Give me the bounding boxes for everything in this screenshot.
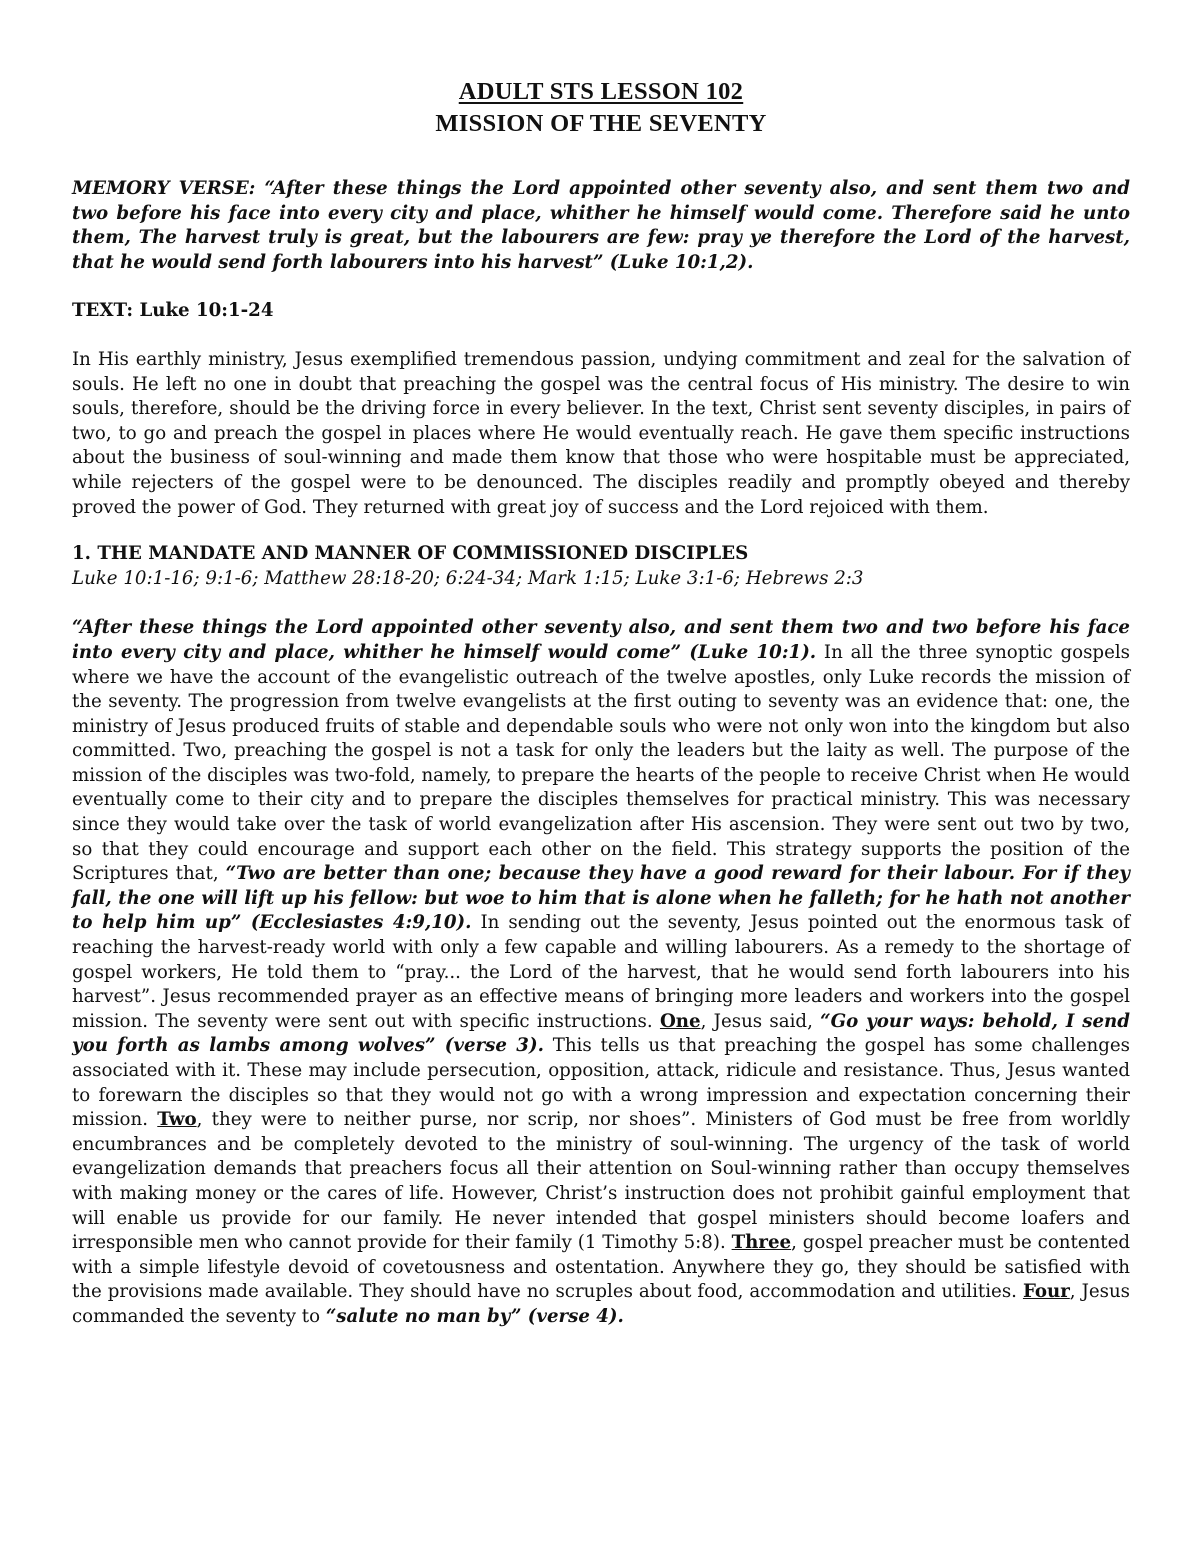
paragraph-text: , they were to neither purse, nor scrip, nor shoes”. Ministers of God must be free from worldly encumbrances and be completely devoted to the ministry of soul-winning. The urgency of the task of world evangelization demands that preachers focus all their attention on Soul-winning rather than occupy themselves with making money or the cares of life. However, Christ’s instruction does not prohibit gainful employment that will enable us provide for our family. He never intended that gospel ministers should become loafers and irresponsible men who cannot provide for their family (1 Timothy 5:8). xyxy=(72,1109,1130,1254)
paragraph-text: , Jesus commanded the seventy to xyxy=(72,1281,1130,1327)
lesson-title xyxy=(72,76,1130,140)
section-1-references: Luke 10:1-16; 9:1-6; Matthew 28:18-20; 6:24-34; Mark 1:15; Luke 3:1-6; Hebrews 2:3 xyxy=(72,567,864,589)
paragraph-text: In all the three synoptic gospels where we have the account of the evangelistic outreach of the twelve apostles, only Luke records the mission of the seventy. The progression from twelve evangelists at the first outing to seventy was an evidence that: one, the ministry of Jesus produced fruits of stable and dependable souls who were not only won into the kingdom but also committed. Two, preaching the gospel is not a task for only the leaders but the laity as well. The purpose of the mission of the disciples was two-fold, namely, to prepare the hearts of the people to receive Christ when He would eventually come to their city and to prepare the disciples themselves for practical ministry. This was necessary since they would take over the task of world evangelization after His ascension. They were sent out two by two, so that they could encourage and support each other on the field. This strategy supports the position of the Scriptures that, xyxy=(72,641,1130,885)
section-1-paragraph xyxy=(72,616,1130,1329)
section-1-heading: 1. THE MANDATE AND MANNER OF COMMISSIONED DISCIPLES xyxy=(72,543,749,565)
title-line-1: ADULT STS LESSON 102 xyxy=(458,78,744,105)
point-two-label: Two xyxy=(157,1109,197,1131)
paragraph-text: In sending out the seventy, Jesus pointed out the enormous task of reaching the harvest-ready world with only a few capable and willing labourers. As a remedy to the shortage of gospel workers, He told them to “pray... the Lord of the harvest, that he would send forth labourers into his harvest”. Jesus recommended prayer as an effective means of bringing more leaders and workers into the gospel mission. The seventy were sent out with specific instructions. xyxy=(72,912,1130,1032)
point-one-label: One xyxy=(659,1010,701,1032)
quote-verse-4: “salute no man by” (verse 4). xyxy=(325,1305,624,1327)
point-four-label: Four xyxy=(1022,1281,1070,1303)
title-line-2: MISSION OF THE SEVENTY xyxy=(435,110,767,137)
paragraph-text: , Jesus said, xyxy=(700,1010,821,1032)
text-reference: TEXT: Luke 10:1-24 xyxy=(72,300,274,322)
quote-ecclesiastes: “Two are better than one; because they have a good reward for their labour. For if they fall, the one will lift up his fellow: but woe to him that is alone when he falleth; for he hath not another to help him up” (Ecclesiastes 4:9,10). xyxy=(72,863,1130,934)
quote-verse-3: “Go your ways: behold, I send you forth as lambs among wolves” (verse 3). xyxy=(72,1010,1130,1057)
quote-luke-10-1: “After these things the Lord appointed other seventy also, and sent them two and two before his face into every city and place, whither he himself would come” (Luke 10:1). xyxy=(72,617,1130,663)
memory-verse: MEMORY VERSE: “After these things the Lord appointed other seventy also, and sent them two and two before his face into every city and place, whither he himself would come. Therefore said he unto them, The harvest truly is great, but the labourers are few: pray ye therefore the Lord of the harvest, that he would send forth labourers into his harvest” (Luke 10:1,2). xyxy=(72,178,1130,273)
intro-paragraph: In His earthly ministry, Jesus exemplified tremendous passion, undying commitment and zeal for the salvation of souls. He left no one in doubt that preaching the gospel was the central focus of His ministry. The desire to win souls, therefore, should be the driving force in every believer. In the text, Christ sent seventy disciples, in pairs of two, to go and preach the gospel in places where He would eventually reach. He gave them specific instructions about the business of soul-winning and made them know that those who were hospitable must be appreciated, while rejecters of the gospel were to be denounced. The disciples readily and promptly obeyed and thereby proved the power of God. They returned with great joy of success and the Lord rejoiced with them. xyxy=(72,348,1130,518)
point-three-label: Three xyxy=(731,1232,792,1254)
paragraph-text: , gospel preacher must be contented with a simple lifestyle devoid of covetousness and ostentation. Anywhere they go, they should be satisfied with the provisions made available. They should have no scruples about food, accommodation and utilities. xyxy=(72,1232,1131,1303)
document-page xyxy=(72,76,1130,1330)
paragraph-text: This tells us that preaching the gospel has some challenges associated with it. These may include persecution, opposition, attack, ridicule and resistance. Thus, Jesus wanted to forewarn the disciples so that they would not go with a wrong impression and expectation concerning their mission. xyxy=(72,1035,1130,1131)
